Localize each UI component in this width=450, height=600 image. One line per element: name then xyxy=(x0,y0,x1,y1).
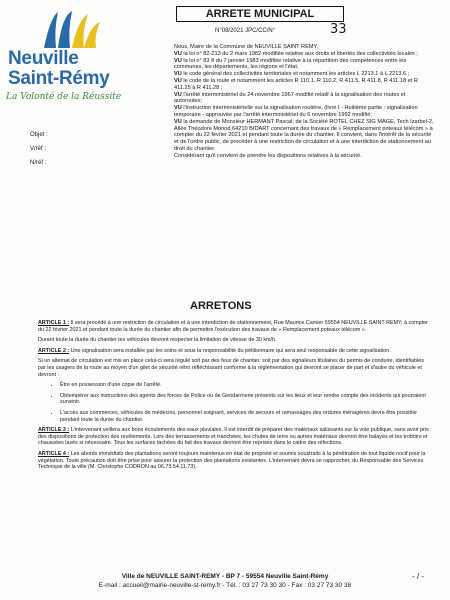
logo-line-1: Neuville xyxy=(8,48,79,69)
article-label: ARTICLE 1 : xyxy=(38,320,70,326)
footer-address: Ville de NEUVILLE SAINT-REMY - BP 7 - 59554 Neuville Saint-Rémy xyxy=(121,573,329,580)
side-label: Objet : xyxy=(30,132,48,138)
document-title: ARRETE MUNICIPAL xyxy=(176,6,344,22)
visa-lead: VU xyxy=(174,50,182,57)
reference-line: N°08/2021 JPC/CC/N° xyxy=(215,28,276,34)
page-marker: - / - xyxy=(412,572,424,581)
visa-paragraph xyxy=(174,105,434,119)
article-text: Il sera procédé à une restriction de circulation et à une interdiction de stationnement, Rue Maurice Camier 59554 NEUVILLE SAINT REMY, à compter du 22 février 2021 et pendant toute la durée du chantier afin de permettre l'exécution des travaux de « Remplacement poteaux télécom ». xyxy=(38,320,428,333)
visa-lead: VU xyxy=(174,105,182,112)
visa-lead: VU xyxy=(174,71,182,78)
visa-paragraph xyxy=(174,44,434,51)
footer-contact: E-mail : accueil@mairie-neuville-st-remy.fr - Tél. : 03 27 73 30 30 - Fax : 03 27 73 30 38 xyxy=(98,582,352,589)
logo-emblem-icon xyxy=(36,10,106,50)
visa-text: Considérant qu'il convient de prendre les dispositions relatives à la sécurité. xyxy=(174,152,362,159)
logo-line-2: Saint-Rémy xyxy=(8,68,110,89)
visa-text: le code général des collectivités territoriales et notamment les articles L 2213.1 à L 2213.6 ; xyxy=(181,71,410,78)
visa-text: la loi n° 83 8 du 7 janvier 1983 modifiée relative à la répartition des compétences entre les communes, les départements, les régions et l'état, xyxy=(174,57,407,71)
obligations-list xyxy=(38,382,430,423)
visa-text: l'instruction interministérielle sur la signalisation routière, (livre I - Huitième partie : signalisation temporaire - approuvée par l'arrêté interministériel du 6 novembre 1992 modifié; xyxy=(174,105,418,118)
visa-text: la loi n° 82-213 du 2 mars 1982 modifiée relative aux droits et libertés des collectivités locales ; xyxy=(181,50,418,57)
article-text: Si un alternat de circulation est mis en place celui-ci sera régulé soit par des feux de chantier, soit par des signaleurs titulaires du permis de conduire, identifiables par les usagers de la route au moyen d'un gilet de sécurité rétro réfléchissant conforme à la réglementation qui devront se placer de part et d'autre du véhicule et devront : xyxy=(38,358,424,378)
list-item: • L'accès aux commerces, véhicules de médecins, personnel soignant, services de secours et ramassages des ordures ménagères devra être possible pendant toute la durée du chantier. xyxy=(60,410,430,423)
visa-text: la demande de Monsieur HERMANT Pascal, de la Société ROTEL CHEZ SIG MAGE, Tech Izarbel-2, Allée Théodore Monod 64210 BIDART concernant des travaux de « Remplacement poteaux télécom » à compter du 22 février 2021 et pendant toute la durée du chantier. Il convient, dans l'intérêt de la sécurité et de l'ordre public, de procéder à une restriction de circulation et à une interdiction de stationnement au droit du chantier. xyxy=(174,118,434,152)
reference-number: 33 xyxy=(330,22,347,37)
list-item: • Être en possession d'une copie de l'arrêté. xyxy=(60,382,430,389)
logo-slogan: La Volonté de la Réussite xyxy=(6,92,122,102)
visa-text: Nous, Maire de la Commune de NEUVILLE SAINT REMY, xyxy=(174,44,319,50)
visa-paragraph xyxy=(174,51,434,58)
side-label: V/réf : xyxy=(30,146,47,152)
visa-paragraph xyxy=(174,58,434,72)
visa-text: l'arrêté interministériel du 24 novembre 1967 modifié relatif à la signalisation des routes et autoroutes; xyxy=(174,91,406,105)
article-text: Durant toute la durée du chantier les véhicules devront respecter la limitation de vitesse de 30 km/h. xyxy=(38,337,277,344)
town-logo xyxy=(6,10,126,110)
article-paragraph xyxy=(38,348,430,355)
article-label: ARTICLE 4 : xyxy=(38,450,70,457)
visa-paragraph xyxy=(174,92,434,106)
visa-lead: VU xyxy=(174,91,182,98)
article-text: Une signalisation sera installée par les soins et sous la responsabilité du pétitionnaire qui sera seul responsable de cette signalisation. xyxy=(69,347,391,354)
visa-paragraph xyxy=(174,78,434,92)
article-paragraph xyxy=(38,451,430,471)
article-text: Les abords immédiats des plantations seront toujours maintenus en état de propreté et soumis soustraits à la pénétration de tout liquide nocif pour la végétation. Toute précaution doit être prise pour assurer la protection des plantations existantes. L'intervenant devra se rapprocher, du Responsable des Services Technique de la ville (M. Christophe CODRON au 06.73.54.11.73). xyxy=(38,450,426,471)
visas-block xyxy=(174,44,434,160)
visa-lead: VU xyxy=(174,118,182,125)
side-labels xyxy=(30,128,48,170)
article-label: ARTICLE 3 : xyxy=(38,427,70,434)
article-text: L'intervenant veillera aux bons écoulements des eaux pluviales. Il est interdit de préparer des matériaux salissants sur la voie publique, sans avoir pris des dispositions de protection des revêtements. Lors des terrassements et tranchées, les chutes de terre ou autres matériaux devront être balayés et les trottoirs et chaussées lavés si nécessaire. Tous les surfaces tachées du fait des travaux devront être reprises dans le cadre des réfections. xyxy=(38,427,429,447)
article-label: ARTICLE 2 : xyxy=(38,347,70,354)
article-paragraph xyxy=(38,427,430,447)
article-paragraph xyxy=(38,337,430,344)
side-label: N/réf : xyxy=(30,160,47,166)
visa-paragraph xyxy=(174,119,434,153)
article-paragraph xyxy=(38,358,430,378)
visa-text: le code de la route et notamment les articles R 110.1, R 110.2, R 411.5, R 411.8, R 411.18 et R 411.25 à R 411.28 ; xyxy=(174,77,418,91)
visa-paragraph xyxy=(174,71,434,78)
articles-block xyxy=(38,320,430,475)
visa-paragraph xyxy=(174,153,434,160)
footer xyxy=(0,572,450,590)
list-item: • Obtempérer aux instructions des agents des forces de Police ou de Gendarmerie présents sur les lieux et leur rendre compte des incidents qui pourraient survenir. xyxy=(60,393,430,406)
article-paragraph xyxy=(38,320,430,333)
visa-lead: VU xyxy=(174,77,182,84)
visa-lead: VU xyxy=(174,57,182,64)
arretons-heading: ARRETONS xyxy=(190,300,252,312)
